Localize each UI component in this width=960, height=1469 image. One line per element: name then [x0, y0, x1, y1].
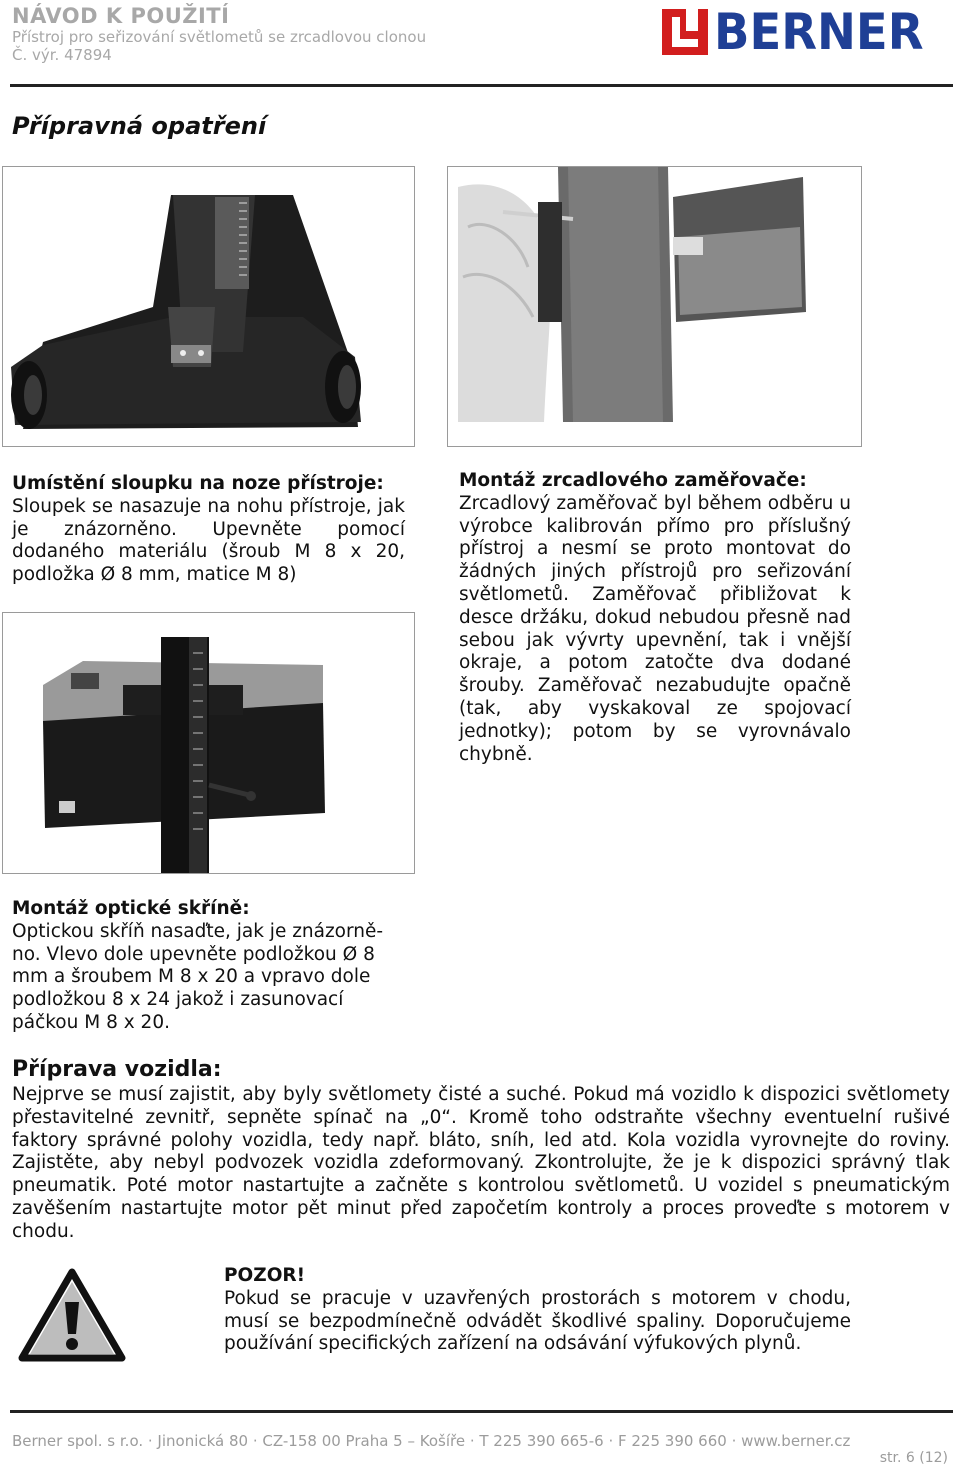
optical-box-photo	[2, 612, 415, 874]
berner-logo-mark-icon	[662, 9, 708, 55]
warning-text	[224, 1265, 851, 1356]
footer-company-info: Berner spol. s r.o. · Jinonická 80 · CZ-158 00 Praha 5 – Košíře · T 225 390 665-6 · F 225 390 660 · www.berner.cz	[12, 1432, 851, 1450]
optical-box-body: Optickou skříň nasaďte, jak je znázorně-no. Vlevo dole upevněte podložkou Ø 8 mm a šroubem M 8 x 20 a vpravo dole podložkou 8 x 24 jakož i zasunovací páčkou M 8 x 20.	[12, 920, 384, 1033]
mirror-sight-photo	[447, 166, 862, 447]
vehicle-prep-heading: Příprava vozidla:	[12, 1057, 222, 1082]
vehicle-prep-body: Nejprve se musí zajistit, aby byly světlomety čisté a suché. Pokud má vozidlo k dispozici světlomety přestavitelné zevnitř, sepněte spínač na „0“. Kromě toho odstraňte všechny eventuelní rušivé faktory správné polohy vozidla, tedy např. bláto, sníh, led atd. Kola vozidla vyrovnejte do roviny. Zajistěte, aby nebyl podvozek vozidla zdeformovaný. Zkontrolujte, že je k dispozici správný tlak pneumatik. Poté motor nastartujte a začněte s kontrolou světlometů. U vozidel s pneumatickým zavěšením nastartujte motor pět minut před započetím kontroly a proces proveďte s motorem v chodu.	[12, 1084, 950, 1242]
column-mount-body: Sloupek se nasazuje na nohu přístroje, jak je znázorněno. Upevněte pomocí dodaného materiálu (šroub M 8 x 20, podložka Ø 8 mm, matice M 8)	[12, 495, 405, 586]
footer-divider	[10, 1410, 953, 1413]
column-mount-text	[12, 473, 405, 587]
document-subtitle: Přístroj pro seřizování světlometů se zrcadlovou clonou	[12, 28, 427, 46]
document-title: NÁVOD K POUŽITÍ	[12, 4, 230, 28]
section-title: Přípravná opatření	[12, 112, 267, 140]
berner-logo-text: BERNER	[714, 3, 924, 61]
header-divider	[10, 84, 953, 87]
column-stand-photo	[2, 166, 415, 447]
warning-triangle-icon	[18, 1268, 126, 1364]
warning-body: Pokud se pracuje v uzavřených prostorách s motorem v chodu, musí se bezpodmínečně odvádět škodlivé spaliny. Doporučujeme používání specifických zařízení na odsávání výfukových plynů.	[224, 1287, 851, 1355]
page-number: str. 6 (12)	[879, 1450, 948, 1466]
berner-logo	[662, 3, 954, 61]
optical-box-text	[12, 898, 392, 1035]
mirror-sight-body: Zrcadlový zaměřovač byl během odběru u výrobce kalibrován přímo pro příslušný přístroj a nesmí se proto montovat do žádných jiných přístrojů pro seřizování světlometů. Zaměřovač přibližovat k desce držáku, dokud nebudou přesně nad sebou jak vývrty upevnění, tak i vnější okraje, a potom zatočte dva dodané šrouby. Zaměřovač nezabudujte opačně (tak, aby vyskakoval ze spojovací jednotky); potom by se vyrovnávalo chybně.	[459, 492, 851, 765]
column-mount-heading: Umístění sloupku na noze přístroje:	[12, 473, 384, 494]
warning-heading: POZOR!	[224, 1265, 306, 1286]
mirror-sight-heading: Montáž zrcadlového zaměřovače:	[459, 470, 807, 491]
mirror-sight-text	[459, 470, 851, 766]
optical-box-heading: Montáž optické skříně:	[12, 898, 250, 919]
product-number: Č. výr. 47894	[12, 46, 112, 64]
